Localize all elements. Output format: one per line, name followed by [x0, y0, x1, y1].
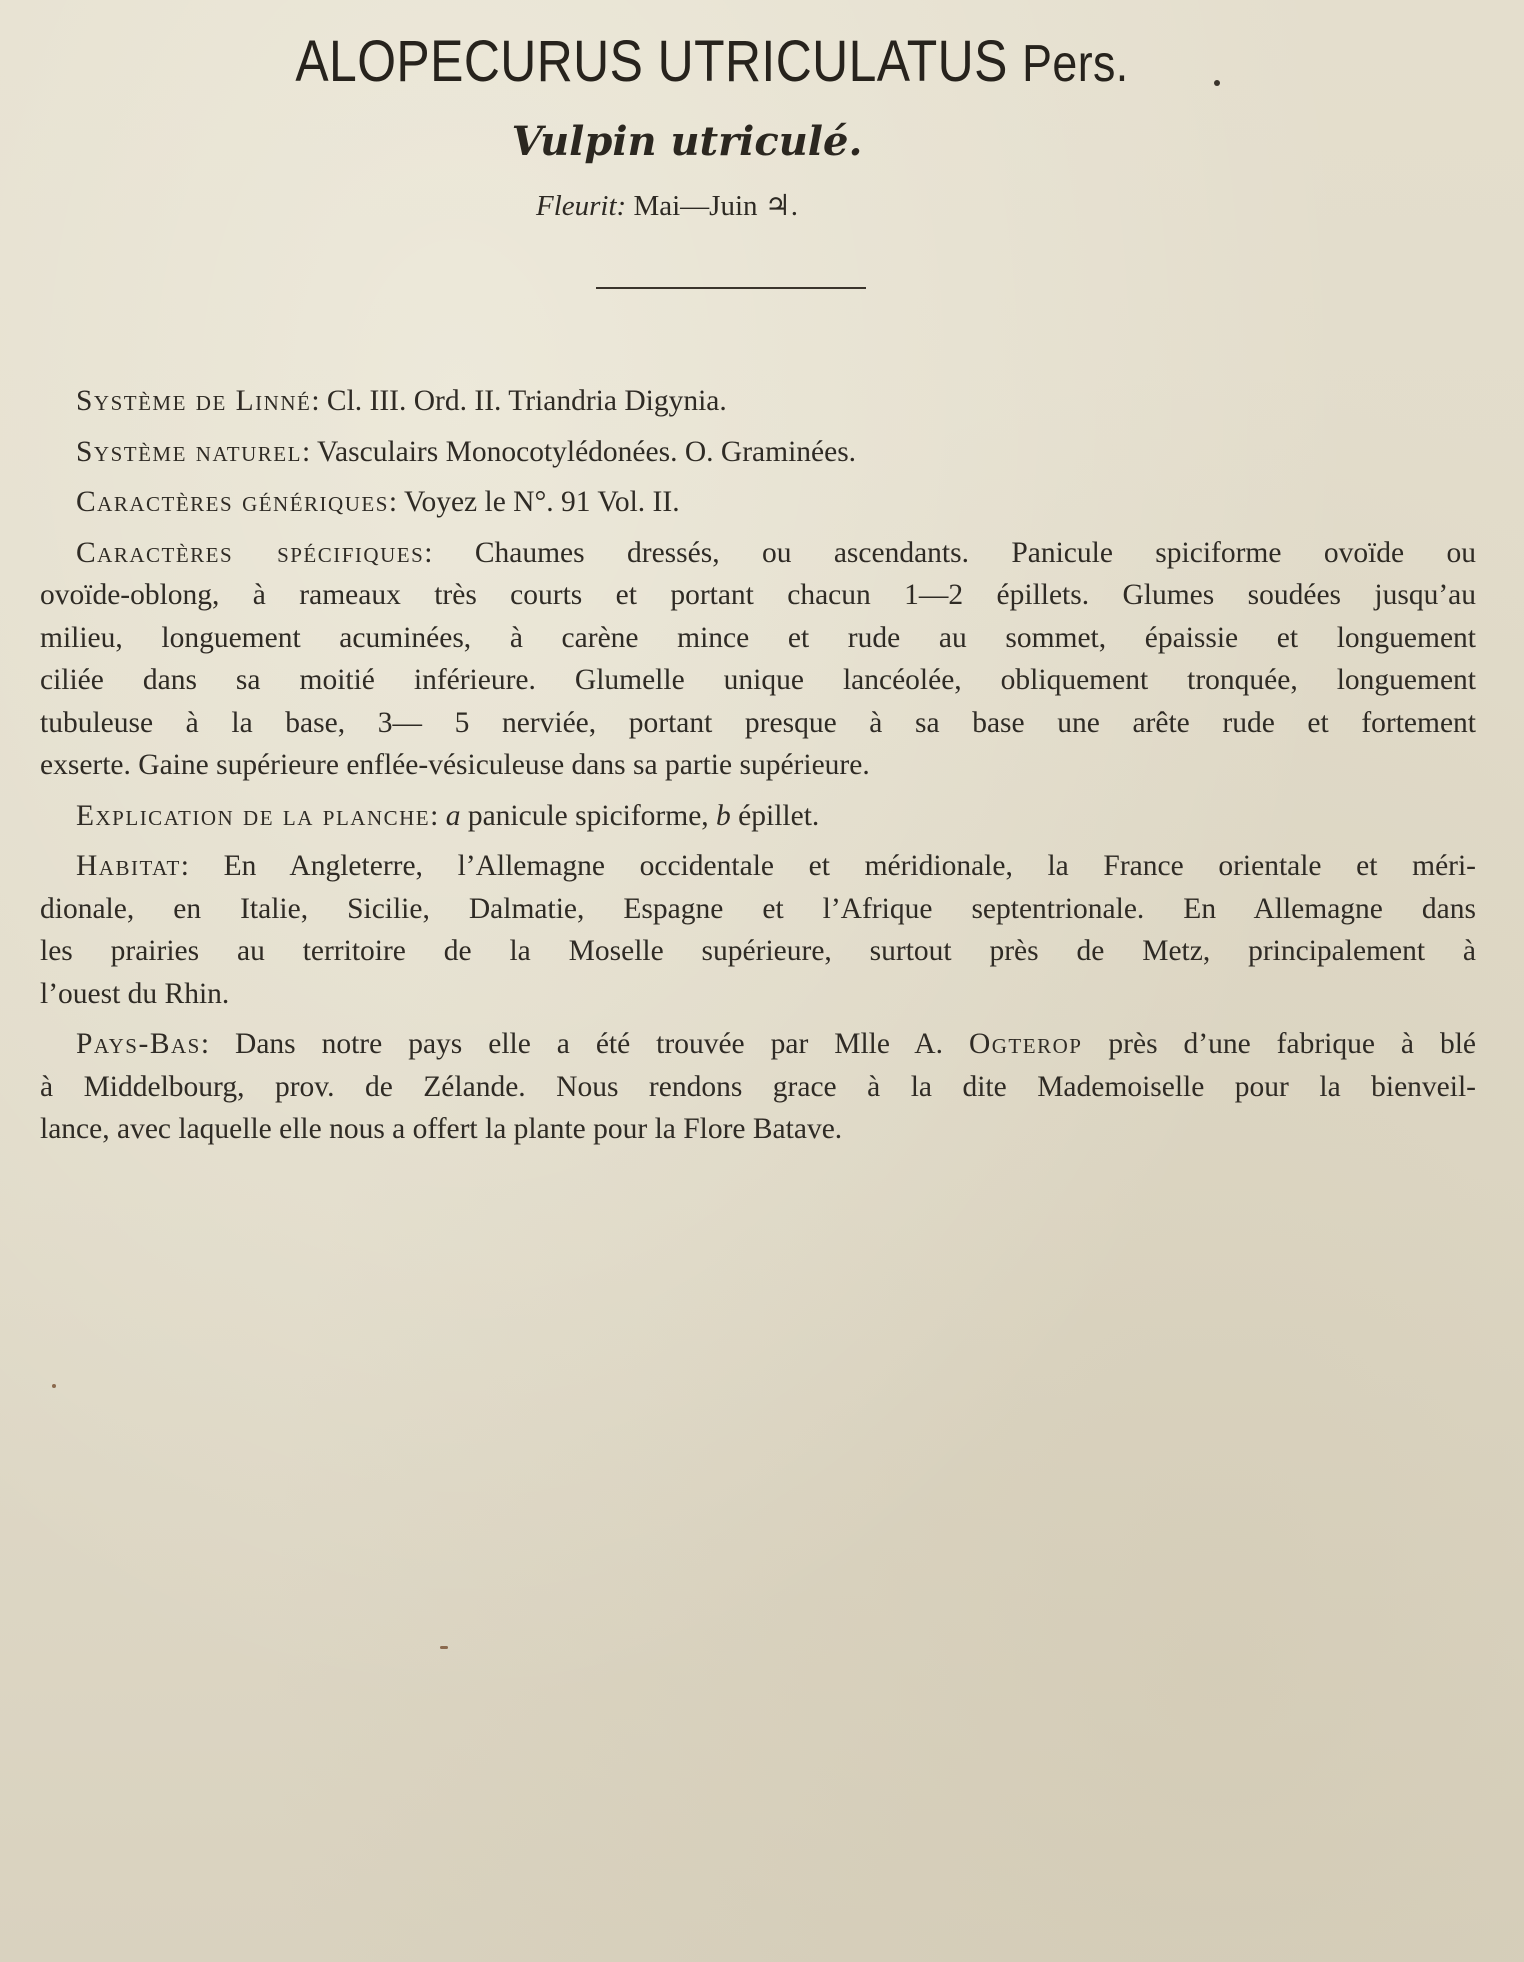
section-explication: Explication de la planche: a panicule spiciforme, b épillet. [76, 799, 820, 832]
figure-a-text: panicule spiciforme, [467, 799, 709, 832]
text-line: Pays-Bas: Dans notre pays elle a été trouvée par Mlle A. Ogterop près d’une fabrique à blé [76, 1028, 1477, 1060]
section-label: Caractères génériques [76, 486, 389, 518]
paper-speck [440, 1646, 448, 1649]
section-specifiques [40, 532, 1476, 787]
line-text: Chaumes dressés, ou ascendants. Panicule spiciforme ovoïde ou [474, 536, 1476, 569]
section-label: Système de Linné [76, 385, 312, 417]
title-rule [596, 287, 866, 289]
text-line: ovoïde-oblong, à rameaux très courts et portant chacun 1—2 épillets. Glumes soudées jusqu’au [40, 579, 1476, 611]
line-text: près d’une fabrique à blé [1108, 1028, 1477, 1060]
flowering-line [0, 188, 1429, 223]
flowering-label: Fleurit: [535, 190, 627, 222]
section-label: Pays-Bas [76, 1028, 201, 1060]
section-label: Explication de la planche [76, 799, 431, 832]
text-line: tubuleuse à la base, 3— 5 nerviée, portant presque à sa base une arête rude et fortement [40, 706, 1476, 739]
section-linne: Système de Linné: Cl. III. Ord. II. Triandria Digynia. [76, 385, 727, 417]
section-habitat [40, 845, 1476, 1015]
line-text: En Angleterre, l’Allemagne occidentale et méridionale, la France orientale et méri- [223, 850, 1477, 882]
description-body [40, 380, 1476, 1159]
section-label: Habitat [76, 850, 181, 882]
text-line: Caractères spécifiques: Chaumes dressés, ou ascendants. Panicule spiciforme ovoïde ou [76, 536, 1476, 569]
text-line: à Middelbourg, prov. de Zélande. Nous rendons grace à la dite Mademoiselle pour la bienveil- [40, 1070, 1476, 1103]
section-generiques: Caractères génériques: Voyez le N°. 91 Vol. II. [76, 486, 680, 518]
text-line: exserte. Gaine supérieure enflée-vésiculeuse dans sa partie supérieure. [40, 749, 870, 781]
text-line: dionale, en Italie, Sicilie, Dalmatie, Espagne et l’Afrique septentrionale. En Allemagne dans [40, 892, 1476, 925]
text-line: lance, avec laquelle elle nous a offert la plante pour la Flore Batave. [40, 1113, 843, 1145]
section-label: Caractères spécifiques [76, 536, 425, 569]
common-name: Vulpin utriculé. [511, 118, 863, 165]
flowering-value: Mai—Juin ♃. [633, 190, 798, 222]
collector-name: Ogterop [968, 1028, 1083, 1060]
figure-letter-b: b [716, 799, 731, 832]
species-author: Pers. [1022, 35, 1129, 93]
section-naturel: Système naturel: Vasculairs Monocotylédonées. O. Graminées. [76, 435, 857, 468]
text-line: milieu, longuement acuminées, à carène mince et rude au sommet, épaissie et longuement [40, 621, 1476, 654]
figure-b-text: épillet. [738, 799, 820, 832]
section-label: Système naturel [76, 435, 302, 468]
section-text: Cl. III. Ord. II. Triandria Digynia. [326, 385, 727, 417]
text-line: les prairies au territoire de la Moselle supérieure, surtout près de Metz, principalement à [40, 935, 1476, 967]
text-line: Habitat: En Angleterre, l’Allemagne occidentale et méridionale, la France orientale et méri- [76, 850, 1477, 882]
figure-letter-a: a [445, 799, 461, 832]
text-line: ciliée dans sa moitié inférieure. Glumelle unique lancéolée, obliquement tronquée, longuement [40, 664, 1476, 696]
line-text: Dans notre pays elle a été trouvée par Mlle A. [235, 1028, 943, 1060]
text-line: l’ouest du Rhin. [40, 977, 230, 1010]
paper-speck [52, 1384, 56, 1388]
section-pays-bas [40, 1023, 1476, 1151]
section-text: Voyez le N°. 91 Vol. II. [403, 486, 680, 518]
species-name: ALOPECURUS UTRICULATUS [295, 29, 1008, 94]
title-dot [1214, 80, 1220, 86]
section-text: Vasculairs Monocotylédonées. O. Graminées. [317, 435, 857, 468]
page-title [57, 28, 1368, 95]
